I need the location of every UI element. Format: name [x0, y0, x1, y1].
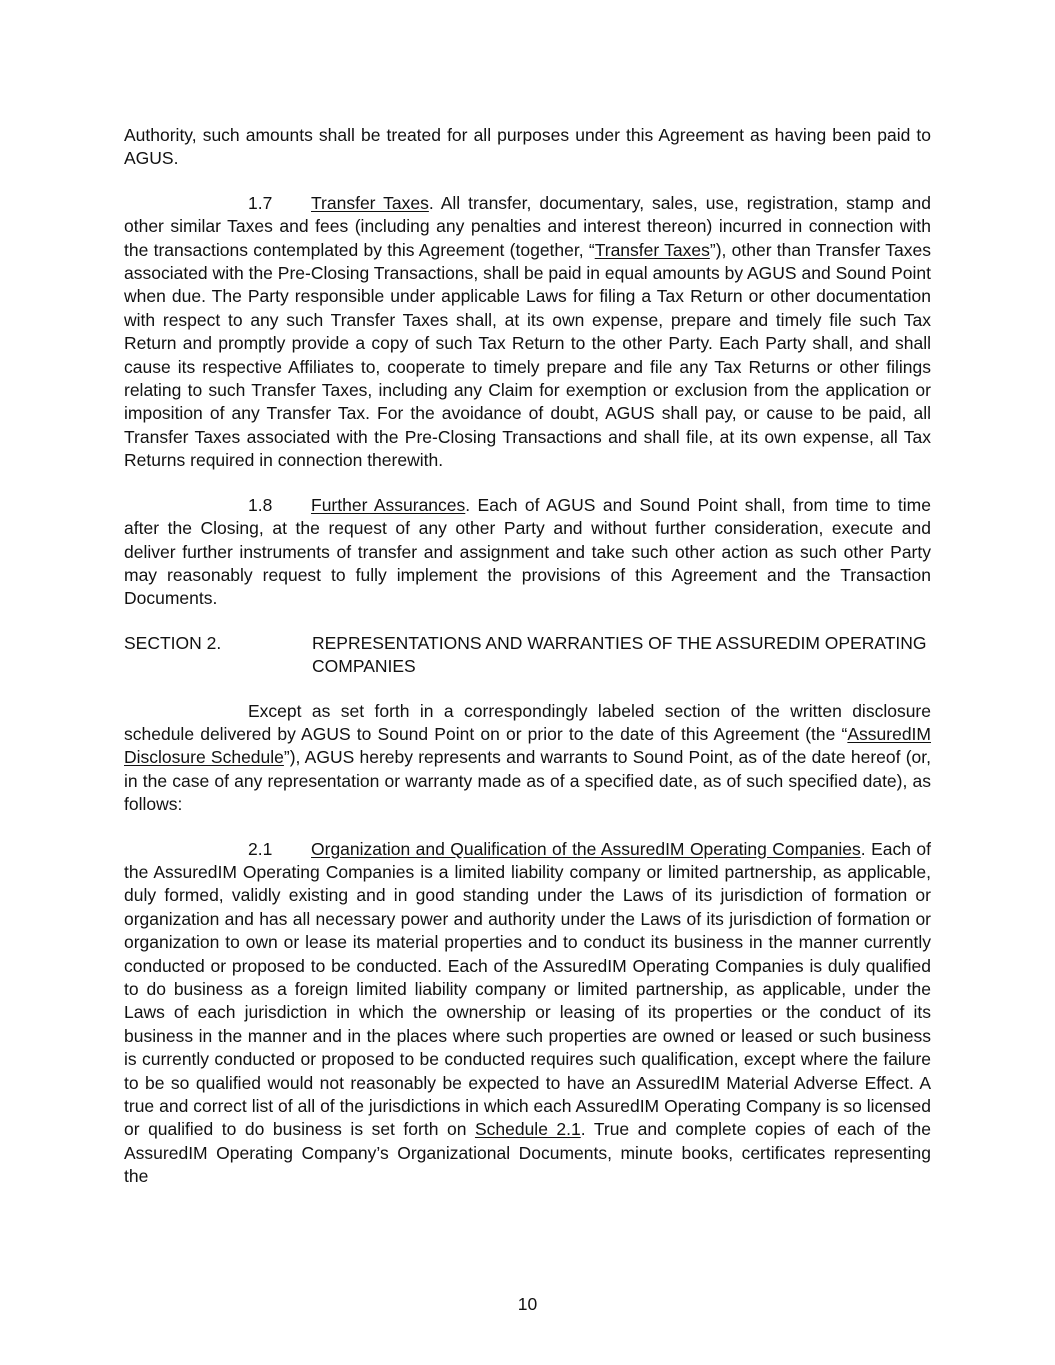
page-body: [124, 124, 931, 1189]
section-number: 1.8: [248, 494, 273, 515]
section-heading: Further Assurances: [311, 494, 466, 515]
section-label: SECTION 2.: [124, 632, 222, 653]
section-2-intro-paragraph: Except as set forth in a correspondingly labeled section of the written disclosure schedule delivered by AGUS to Sound Point on or prior to the date of this Agreement (the “AssuredIM Disclosure Schedule”), AGUS hereby represents and warrants to Sound Point, as of the date hereof (or, in the case of any representation or warranty made as of a specified date, as of such specified date), as follows:: [124, 700, 931, 815]
section-1-8-paragraph: 1.8 Further Assurances. Each of AGUS and Sound Point shall, from time to time after the Closing, at the request of any other Party and without further consideration, execute and deliver further instruments of transfer and assignment and take such other action as such other Party may reasonably request to fully implement the provisions of this Agreement and the Transaction Documents.: [124, 494, 931, 609]
section-2-1-paragraph: 2.1 Organization and Qualification of the AssuredIM Operating Companies. Each of the AssuredIM Operating Companies is a limited liability company or limited partnership, as applicable, duly formed, validly existing and in good standing under the Laws of its jurisdiction of formation or organization and has all necessary power and authority under the Laws of its jurisdiction of formation or organization to own or lease its material properties and to conduct its business in the manner currently conducted or proposed to be conducted. Each of the AssuredIM Operating Companies is duly qualified to do business as a foreign limited liability company or limited partnership, as applicable, under the Laws of each jurisdiction in which the ownership or leasing of its properties or the conduct of its business in the manner and in the places where such properties are owned or leased or such business is currently conducted or proposed to be conducted requires such qualification, except where the failure to be so qualified would not reasonably be expected to have an AssuredIM Material Adverse Effect. A true and correct list of all of the jurisdictions in which each AssuredIM Operating Company is so licensed or qualified to do business is set forth on Schedule 2.1. True and complete copies of each of the AssuredIM Operating Company’s Organizational Documents, minute books, certificates representing the: [124, 838, 931, 1187]
schedule-reference: Schedule 2.1: [474, 1119, 581, 1140]
section-number: 2.1: [248, 838, 273, 859]
section-title: REPRESENTATIONS AND WARRANTIES OF THE ASSUREDIM OPERATING COMPANIES: [312, 632, 927, 677]
section-heading: Transfer Taxes: [311, 192, 429, 213]
section-2-heading: [124, 632, 931, 679]
page-number: 10: [517, 1294, 538, 1314]
continuation-paragraph: Authority, such amounts shall be treated for all purposes under this Agreement as having been paid to AGUS.: [124, 125, 931, 169]
section-number: 1.7: [248, 192, 273, 213]
defined-term: Transfer Taxes: [594, 239, 710, 260]
defined-term: AssuredIM Disclosure Schedule: [124, 723, 931, 768]
section-1-7-paragraph: 1.7 Transfer Taxes. All transfer, documentary, sales, use, registration, stamp and other similar Taxes and fees (including any penalties and interest thereon) incurred in connection with the transactions contemplated by this Agreement (together, “Transfer Taxes”), other than Transfer Taxes associated with the Pre-Closing Transactions, shall be paid in equal amounts by AGUS and Sound Point when due. The Party responsible under applicable Laws for filing a Tax Return or other documentation with respect to any such Transfer Taxes shall, at its own expense, prepare and timely file such Tax Return and promptly provide a copy of such Tax Return to the other Party. Each Party shall, and shall cause its respective Affiliates to, cooperate to timely prepare and file any Tax Returns or other filings relating to such Transfer Taxes, including any Claim for exemption or exclusion from the application or imposition of any Transfer Tax. For the avoidance of doubt, AGUS shall pay, or cause to be paid, all Transfer Taxes associated with the Pre-Closing Transactions and shall file, at its own expense, all Tax Returns required in connection therewith.: [124, 192, 931, 471]
section-heading: Organization and Qualification of the AssuredIM Operating Companies: [311, 838, 861, 859]
